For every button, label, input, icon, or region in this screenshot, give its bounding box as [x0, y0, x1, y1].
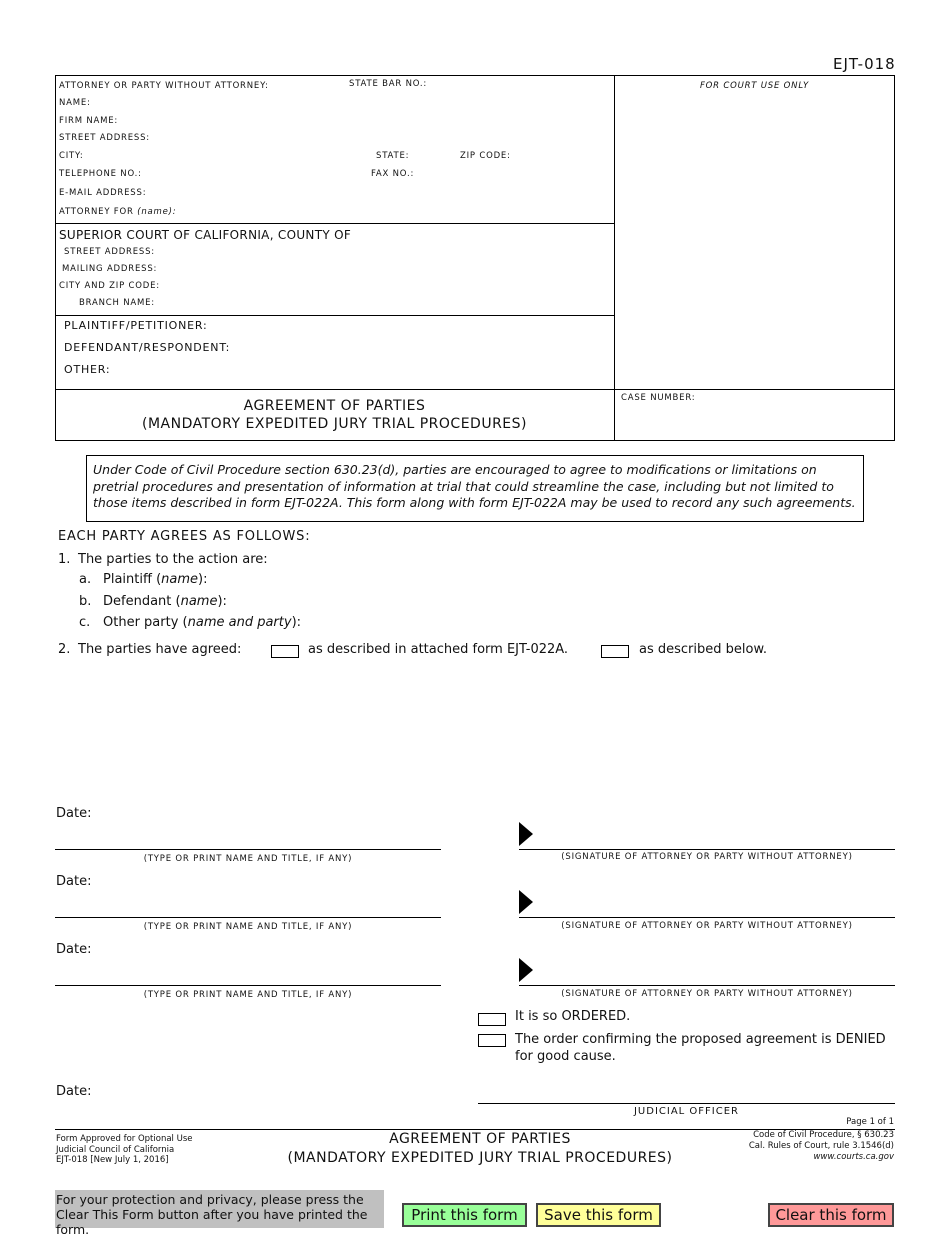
- other-label: OTHER:: [64, 363, 111, 376]
- form-title-line1: AGREEMENT OF PARTIES: [243, 398, 426, 414]
- form-title: [55, 397, 614, 433]
- footer-left: Form Approved for Optional Use Judicial Council of California EJT-018 [New July 1, 2016]: [56, 1134, 193, 1165]
- case-number-label: CASE NUMBER:: [621, 393, 696, 403]
- item1-num: 1.: [58, 552, 71, 567]
- name-caption-3: (TYPE OR PRINT NAME AND TITLE, IF ANY): [143, 990, 353, 1000]
- footer-right: Code of Civil Procedure, § 630.23 Cal. Rules of Court, rule 3.1546(d) www.courts.ca.gov: [748, 1130, 894, 1162]
- clear-form-button[interactable]: Clear this form: [768, 1203, 894, 1227]
- sig-caption-3: (SIGNATURE OF ATTORNEY OR PARTY WITHOUT ATTORNEY): [561, 989, 853, 999]
- firm-label: FIRM NAME:: [59, 116, 119, 126]
- sig-caption-1: (SIGNATURE OF ATTORNEY OR PARTY WITHOUT ATTORNEY): [561, 852, 853, 862]
- name-caption-2: (TYPE OR PRINT NAME AND TITLE, IF ANY): [143, 922, 353, 932]
- fax-label: FAX NO.:: [371, 169, 415, 179]
- signature-line-3[interactable]: [519, 985, 895, 986]
- court-street-label: STREET ADDRESS:: [64, 247, 155, 257]
- defendant-label: DEFENDANT/RESPONDENT:: [64, 341, 231, 354]
- denied-label: The order confirming the proposed agreement is DENIED for good cause.: [515, 1032, 886, 1064]
- zip-label: ZIP CODE:: [460, 151, 511, 161]
- court-use-label: FOR COURT USE ONLY: [699, 81, 810, 91]
- agree-heading: EACH PARTY AGREES AS FOLLOWS:: [58, 529, 311, 544]
- attorney-label: ATTORNEY OR PARTY WITHOUT ATTORNEY:: [59, 81, 269, 91]
- ordered-checkbox[interactable]: [478, 1013, 506, 1026]
- item-a-letter: a.: [79, 572, 92, 587]
- item2-num: 2.: [58, 642, 71, 657]
- name-caption-1: (TYPE OR PRINT NAME AND TITLE, IF ANY): [143, 854, 353, 864]
- print-form-button[interactable]: Print this form: [402, 1203, 527, 1227]
- item-b-text: Defendant (name):: [103, 594, 227, 609]
- sig-caption-2: (SIGNATURE OF ATTORNEY OR PARTY WITHOUT ATTORNEY): [561, 921, 853, 931]
- date-label-3: Date:: [56, 942, 92, 957]
- street-label: STREET ADDRESS:: [59, 133, 150, 143]
- court-title: SUPERIOR COURT OF CALIFORNIA, COUNTY OF: [59, 228, 352, 242]
- name-line-3[interactable]: [55, 985, 441, 986]
- described-below-label: as described below.: [639, 642, 768, 657]
- ejt022a-checkbox[interactable]: [271, 645, 299, 658]
- judicial-officer-line[interactable]: [478, 1103, 895, 1104]
- caption-box: [55, 75, 895, 441]
- footer-title: AGREEMENT OF PARTIES (MANDATORY EXPEDITED JURY TRIAL PROCEDURES): [287, 1131, 673, 1166]
- plaintiff-label: PLAINTIFF/PETITIONER:: [64, 319, 208, 332]
- date-label-2: Date:: [56, 874, 92, 889]
- order-date-label: Date:: [56, 1084, 92, 1099]
- item-a-text: Plaintiff (name):: [103, 572, 208, 587]
- city-label: CITY:: [59, 151, 84, 161]
- attorney-divider: [55, 223, 615, 224]
- caption-divider: [614, 75, 615, 441]
- attorney-for-label: ATTORNEY FOR (name):: [59, 207, 177, 217]
- email-label: E-MAIL ADDRESS:: [59, 188, 147, 198]
- state-label: STATE:: [376, 151, 410, 161]
- state-bar-label: STATE BAR NO.:: [349, 79, 428, 89]
- signature-line-2[interactable]: [519, 917, 895, 918]
- signature-line-1[interactable]: [519, 849, 895, 850]
- judicial-officer-label: JUDICIAL OFFICER: [633, 1106, 739, 1117]
- name-line-1[interactable]: [55, 849, 441, 850]
- ordered-label: It is so ORDERED.: [515, 1009, 631, 1024]
- denied-checkbox[interactable]: [478, 1034, 506, 1047]
- save-form-button[interactable]: Save this form: [536, 1203, 661, 1227]
- date-label-1: Date:: [56, 806, 92, 821]
- item-c-text: Other party (name and party):: [103, 615, 302, 630]
- court-divider: [55, 315, 615, 316]
- court-city-label: CITY AND ZIP CODE:: [59, 281, 160, 291]
- notice-box: [86, 455, 864, 522]
- ejt022a-option-label: as described in attached form EJT-022A.: [308, 642, 569, 657]
- item1-text: The parties to the action are:: [78, 552, 268, 567]
- item-c-letter: c.: [79, 615, 91, 630]
- signature-arrow-icon: [519, 822, 533, 846]
- item2-text: The parties have agreed:: [78, 642, 242, 657]
- described-below-checkbox[interactable]: [601, 645, 629, 658]
- signature-arrow-icon: [519, 890, 533, 914]
- name-line-2[interactable]: [55, 917, 441, 918]
- notice-text: Under Code of Civil Procedure section 630.23(d), parties are encouraged to agree to modifications or limitations on pretrial procedures and presentation of information at trial that could streamline the case, including but not limited to those items described in form EJT-022A. This form along with form EJT-022A may be used to record any such agreements.: [93, 462, 856, 510]
- form-title-line2: (MANDATORY EXPEDITED JURY TRIAL PROCEDURES): [142, 416, 527, 432]
- signature-arrow-icon: [519, 958, 533, 982]
- privacy-note: For your protection and privacy, please press the Clear This Form button after you have printed the form.: [55, 1190, 384, 1228]
- form-id: EJT-018: [833, 55, 896, 73]
- name-label: NAME:: [59, 98, 91, 108]
- phone-label: TELEPHONE NO.:: [59, 169, 142, 179]
- item-b-letter: b.: [79, 594, 92, 609]
- title-divider: [55, 389, 895, 390]
- court-branch-label: BRANCH NAME:: [79, 298, 155, 308]
- court-mailing-label: MAILING ADDRESS:: [62, 264, 158, 274]
- page-number: Page 1 of 1: [846, 1117, 894, 1127]
